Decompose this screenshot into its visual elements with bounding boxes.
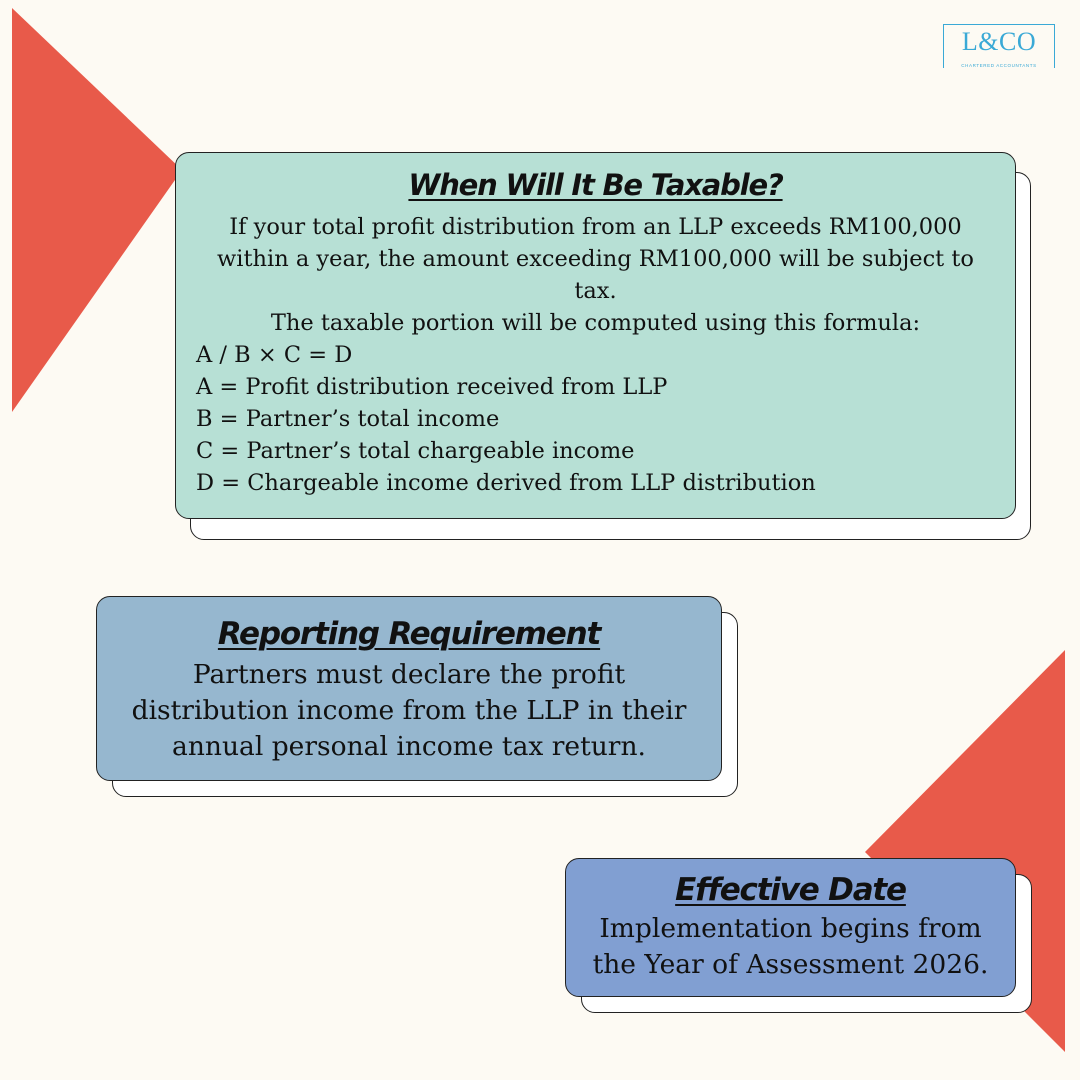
taxable-paragraph: If your total profit distribution from an LLP exceeds RM100,000 within a year, the amount exceeding RM100,000 will be subject to tax. [217,214,974,304]
effective-card [565,858,1016,997]
definition-d: D = Chargeable income derived from LLP distribution [196,470,816,496]
left-triangle-decoration [0,0,200,430]
definition-c: C = Partner’s total chargeable income [196,438,635,464]
definition-b: B = Partner’s total income [196,406,500,432]
formula: A / B × C = D [196,342,353,368]
effective-body: Implementation begins from the Year of Assessment 2026. [592,913,989,980]
effective-title: Effective Date [675,872,906,908]
taxable-card [175,152,1016,519]
reporting-card [96,596,722,781]
reporting-title: Reporting Requirement [217,616,601,652]
reporting-body: Partners must declare the profit distribution income from the LLP in their annual personal income tax return. [131,659,687,762]
taxable-title: When Will It Be Taxable? [408,168,783,202]
definition-a: A = Profit distribution received from LLP [196,374,668,400]
company-logo [943,24,1055,68]
logo-text: L&CO [961,27,1037,56]
logo-subtitle: CHARTERED ACCOUNTANTS [944,63,1054,69]
formula-intro: The taxable portion will be computed using this formula: [270,310,921,336]
